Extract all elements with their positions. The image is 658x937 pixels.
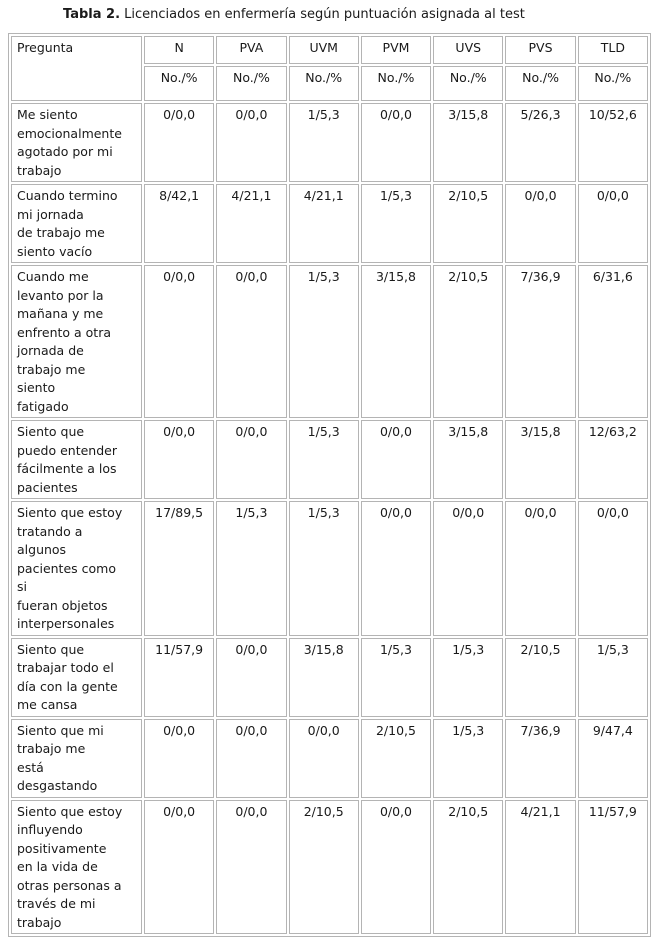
unit-label: No./% [144,66,214,101]
value-cell: 0/0,0 [433,501,503,636]
value-cell: 4/21,1 [289,184,359,263]
value-cell: 0/0,0 [578,184,648,263]
table-row [11,265,648,418]
table-row [11,184,648,263]
value-cell: 0/0,0 [361,800,431,935]
unit-label: No./% [578,66,648,101]
value-cell: 2/10,5 [505,638,575,717]
value-cell: 2/10,5 [289,800,359,935]
value-cell: 0/0,0 [216,638,286,717]
table-row [11,638,648,717]
unit-label: No./% [289,66,359,101]
value-cell: 3/15,8 [433,420,503,499]
caption-text: Licenciados en enfermería según puntuación asignada al test [120,7,525,22]
value-cell: 17/89,5 [144,501,214,636]
value-cell: 2/10,5 [433,800,503,935]
value-cell: 0/0,0 [216,420,286,499]
value-cell: 1/5,3 [361,184,431,263]
question-cell: Siento que trabajar todo el día con la gente me cansa [11,638,142,717]
value-cell: 3/15,8 [433,103,503,182]
table-caption [63,7,525,22]
value-cell: 1/5,3 [216,501,286,636]
results-table [8,33,651,937]
value-cell: 0/0,0 [361,420,431,499]
value-cell: 5/26,3 [505,103,575,182]
question-cell: Siento que estoy influyendo positivamente en la vida de otras personas a través de mi trabajo [11,800,142,935]
question-header: Pregunta [11,36,142,101]
value-cell: 1/5,3 [433,638,503,717]
column-header-uvs: UVS [433,36,503,64]
value-cell: 0/0,0 [216,800,286,935]
table-row [11,719,648,798]
value-cell: 1/5,3 [289,420,359,499]
table-row [11,103,648,182]
value-cell: 11/57,9 [144,638,214,717]
value-cell: 0/0,0 [144,420,214,499]
value-cell: 1/5,3 [433,719,503,798]
value-cell: 11/57,9 [578,800,648,935]
value-cell: 0/0,0 [361,103,431,182]
value-cell: 3/15,8 [289,638,359,717]
value-cell: 2/10,5 [433,265,503,418]
value-cell: 0/0,0 [144,265,214,418]
value-cell: 0/0,0 [216,265,286,418]
table-row [11,420,648,499]
value-cell: 0/0,0 [361,501,431,636]
question-cell: Cuando termino mi jornada de trabajo me siento vacío [11,184,142,263]
value-cell: 1/5,3 [361,638,431,717]
value-cell: 0/0,0 [578,501,648,636]
value-cell: 1/5,3 [289,265,359,418]
question-cell: Me siento emocionalmente agotado por mi trabajo [11,103,142,182]
value-cell: 0/0,0 [144,719,214,798]
value-cell: 7/36,9 [505,719,575,798]
column-header-uvm: UVM [289,36,359,64]
column-header-tld: TLD [578,36,648,64]
value-cell: 4/21,1 [505,800,575,935]
caption-label: Tabla 2. [63,7,121,22]
value-cell: 6/31,6 [578,265,648,418]
unit-label: No./% [505,66,575,101]
value-cell: 0/0,0 [505,501,575,636]
unit-label: No./% [361,66,431,101]
question-cell: Siento que estoy tratando a algunos pacientes como si fueran objetos interpersonales [11,501,142,636]
value-cell: 3/15,8 [361,265,431,418]
question-cell: Siento que mi trabajo me está desgastando [11,719,142,798]
value-cell: 2/10,5 [361,719,431,798]
column-header-pvs: PVS [505,36,575,64]
header-row [11,36,648,64]
column-header-n: N [144,36,214,64]
table-row [11,501,648,636]
unit-label: No./% [216,66,286,101]
value-cell: 0/0,0 [216,719,286,798]
value-cell: 1/5,3 [289,501,359,636]
value-cell: 9/47,4 [578,719,648,798]
table-row [11,800,648,935]
value-cell: 0/0,0 [505,184,575,263]
value-cell: 4/21,1 [216,184,286,263]
value-cell: 0/0,0 [216,103,286,182]
value-cell: 10/52,6 [578,103,648,182]
question-cell: Cuando me levanto por la mañana y me enfrento a otra jornada de trabajo me siento fatigado [11,265,142,418]
question-cell: Siento que puedo entender fácilmente a los pacientes [11,420,142,499]
value-cell: 1/5,3 [578,638,648,717]
value-cell: 3/15,8 [505,420,575,499]
column-header-pva: PVA [216,36,286,64]
value-cell: 1/5,3 [289,103,359,182]
value-cell: 7/36,9 [505,265,575,418]
unit-label: No./% [433,66,503,101]
column-header-pvm: PVM [361,36,431,64]
value-cell: 12/63,2 [578,420,648,499]
value-cell: 0/0,0 [144,800,214,935]
value-cell: 2/10,5 [433,184,503,263]
value-cell: 8/42,1 [144,184,214,263]
value-cell: 0/0,0 [289,719,359,798]
value-cell: 0/0,0 [144,103,214,182]
